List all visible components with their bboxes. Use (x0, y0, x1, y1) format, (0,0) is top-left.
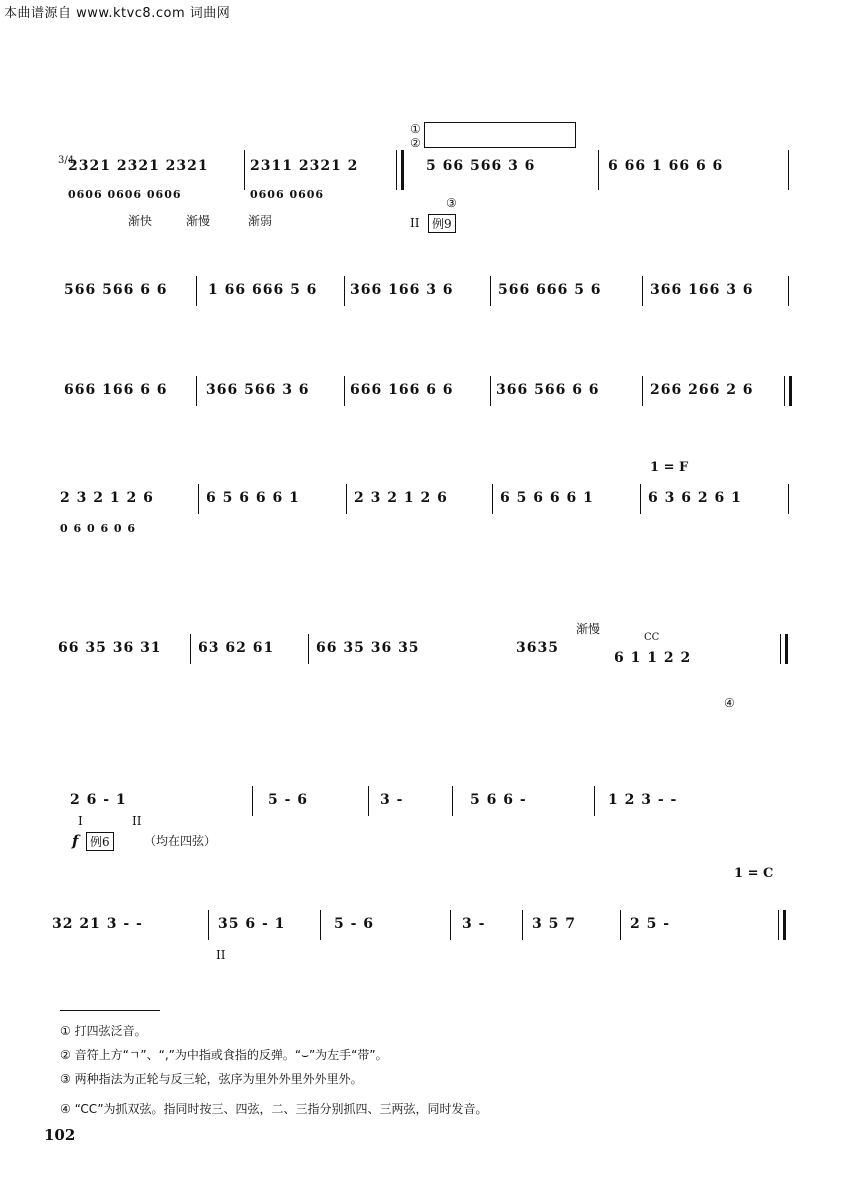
measure-notes: 666 166 6 6 (350, 382, 454, 398)
measure-notes: 1 2 3 - - (608, 792, 678, 808)
barline (252, 786, 253, 816)
example-label: 例6 (86, 832, 114, 851)
footnote-2: ② 音符上方“ㄱ”、“,”为中指或食指的反弹。“⌣”为左手“带”。 (60, 1048, 388, 1062)
measure-notes: 66 35 36 31 (58, 640, 162, 656)
measure-notes: 2 3 2 1 2 6 (354, 490, 448, 506)
lower-notes: 0606 0606 0606 (68, 188, 182, 201)
footnote-divider (60, 1010, 160, 1011)
barline (244, 150, 245, 190)
measure-notes: 366 166 3 6 (650, 282, 754, 298)
legend-marker-3: ③ (446, 196, 457, 210)
measure-notes: 6 1 1 2 2 (614, 650, 692, 666)
barline (640, 484, 641, 514)
barline (308, 634, 309, 664)
measure-notes: 566 666 5 6 (498, 282, 602, 298)
staff-row-7 (52, 860, 792, 970)
measure-notes: 2 3 2 1 2 6 (60, 490, 154, 506)
key-signature: 1 = C (734, 866, 774, 881)
footnote-3: ③ 两种指法为正轮与反三轮，弦序为里外外里外外里外。 (60, 1072, 363, 1086)
barline (196, 376, 197, 406)
barline (208, 910, 209, 940)
staff-row-1 (58, 122, 792, 240)
barline (788, 276, 789, 306)
measure-notes: 6 5 6 6 6 1 (500, 490, 594, 506)
fingering-box (424, 122, 576, 148)
dynamic-mark: f (72, 832, 79, 850)
measure-notes: 366 566 6 6 (496, 382, 600, 398)
barline (642, 376, 643, 406)
measure-notes: 5 6 6 - (470, 792, 527, 808)
final-barline (778, 910, 786, 940)
measure-notes: 6 3 6 2 6 1 (648, 490, 742, 506)
measure-notes: 1 66 666 5 6 (208, 282, 318, 298)
measure-notes: 6 66 1 66 6 6 (608, 158, 724, 174)
barline (198, 484, 199, 514)
tempo-mark: 渐快 (128, 214, 153, 228)
barline (344, 276, 345, 306)
repeat-barline (396, 150, 404, 190)
lower-notes: 0606 0606 (250, 188, 325, 201)
measure-notes: 3635 (516, 640, 559, 656)
page-number: 102 (44, 1126, 76, 1144)
tempo-mark: 渐慢 (186, 214, 211, 228)
measure-notes: 266 266 2 6 (650, 382, 754, 398)
key-signature: 1 = F (650, 460, 689, 475)
string-label-II: II (216, 948, 226, 962)
measure-notes: 6 5 6 6 6 1 (206, 490, 300, 506)
example-label: 例9 (428, 214, 456, 233)
string-note: （均在四弦） (144, 834, 217, 848)
footnote-marker-4: ④ (724, 696, 735, 710)
barline (522, 910, 523, 940)
legend-marker-2: ② (410, 136, 421, 150)
measure-notes: 2 5 - (630, 916, 671, 932)
barline (320, 910, 321, 940)
measure-notes: 3 5 7 (532, 916, 576, 932)
barline (368, 786, 369, 816)
page-header: 本曲谱源自 www.ktvc8.com 词曲网 (4, 6, 231, 21)
legend-marker-1: ① (410, 122, 421, 136)
tempo-mark: 渐弱 (248, 214, 273, 228)
measure-notes: 66 35 36 35 (316, 640, 420, 656)
barline (190, 634, 191, 664)
footnote-1: ① 打四弦泛音。 (60, 1024, 147, 1038)
measure-notes: 5 - 6 (334, 916, 375, 932)
staff-row-2 (58, 270, 792, 380)
measure-notes: 2 6 - 1 (70, 792, 127, 808)
staff-row-5 (58, 620, 792, 730)
barline (598, 150, 599, 190)
barline (490, 376, 491, 406)
measure-notes: 366 566 3 6 (206, 382, 310, 398)
time-signature: 3/4 (58, 155, 75, 166)
barline (490, 276, 491, 306)
final-barline (780, 634, 788, 664)
barline (452, 786, 453, 816)
staff-row-4 (58, 460, 792, 570)
barline (788, 150, 789, 190)
section-label: II (410, 216, 420, 230)
measure-notes: 2311 2321 2 (250, 158, 359, 174)
barline (492, 484, 493, 514)
measure-notes: 666 166 6 6 (64, 382, 168, 398)
measure-notes: 3 - (462, 916, 486, 932)
barline (788, 484, 789, 514)
measure-notes: 35 6 - 1 (218, 916, 286, 932)
measure-notes: 32 21 3 - - (52, 916, 143, 932)
measure-notes: 63 62 61 (198, 640, 275, 656)
measure-notes: 3 - (380, 792, 404, 808)
barline (346, 484, 347, 514)
string-label-I: I (78, 814, 83, 828)
measure-notes: 366 166 3 6 (350, 282, 454, 298)
barline (642, 276, 643, 306)
tempo-mark: 渐慢 (576, 622, 601, 636)
barline (450, 910, 451, 940)
barline (196, 276, 197, 306)
final-barline (784, 376, 792, 406)
measure-notes: 2321 2321 2321 (68, 158, 209, 174)
measure-notes: 566 566 6 6 (64, 282, 168, 298)
measure-notes: 5 - 6 (268, 792, 309, 808)
measure-notes: 5 66 566 3 6 (426, 158, 536, 174)
barline (594, 786, 595, 816)
footnote-4: ④ “CC”为抓双弦。指同时按三、四弦，二、三指分别抓四、三两弦，同时发音。 (60, 1102, 488, 1116)
string-label-II: II (132, 814, 142, 828)
barline (620, 910, 621, 940)
double-string-mark: CC (644, 632, 660, 643)
barline (344, 376, 345, 406)
lower-notes: 0 6 0 6 0 6 (60, 522, 137, 535)
